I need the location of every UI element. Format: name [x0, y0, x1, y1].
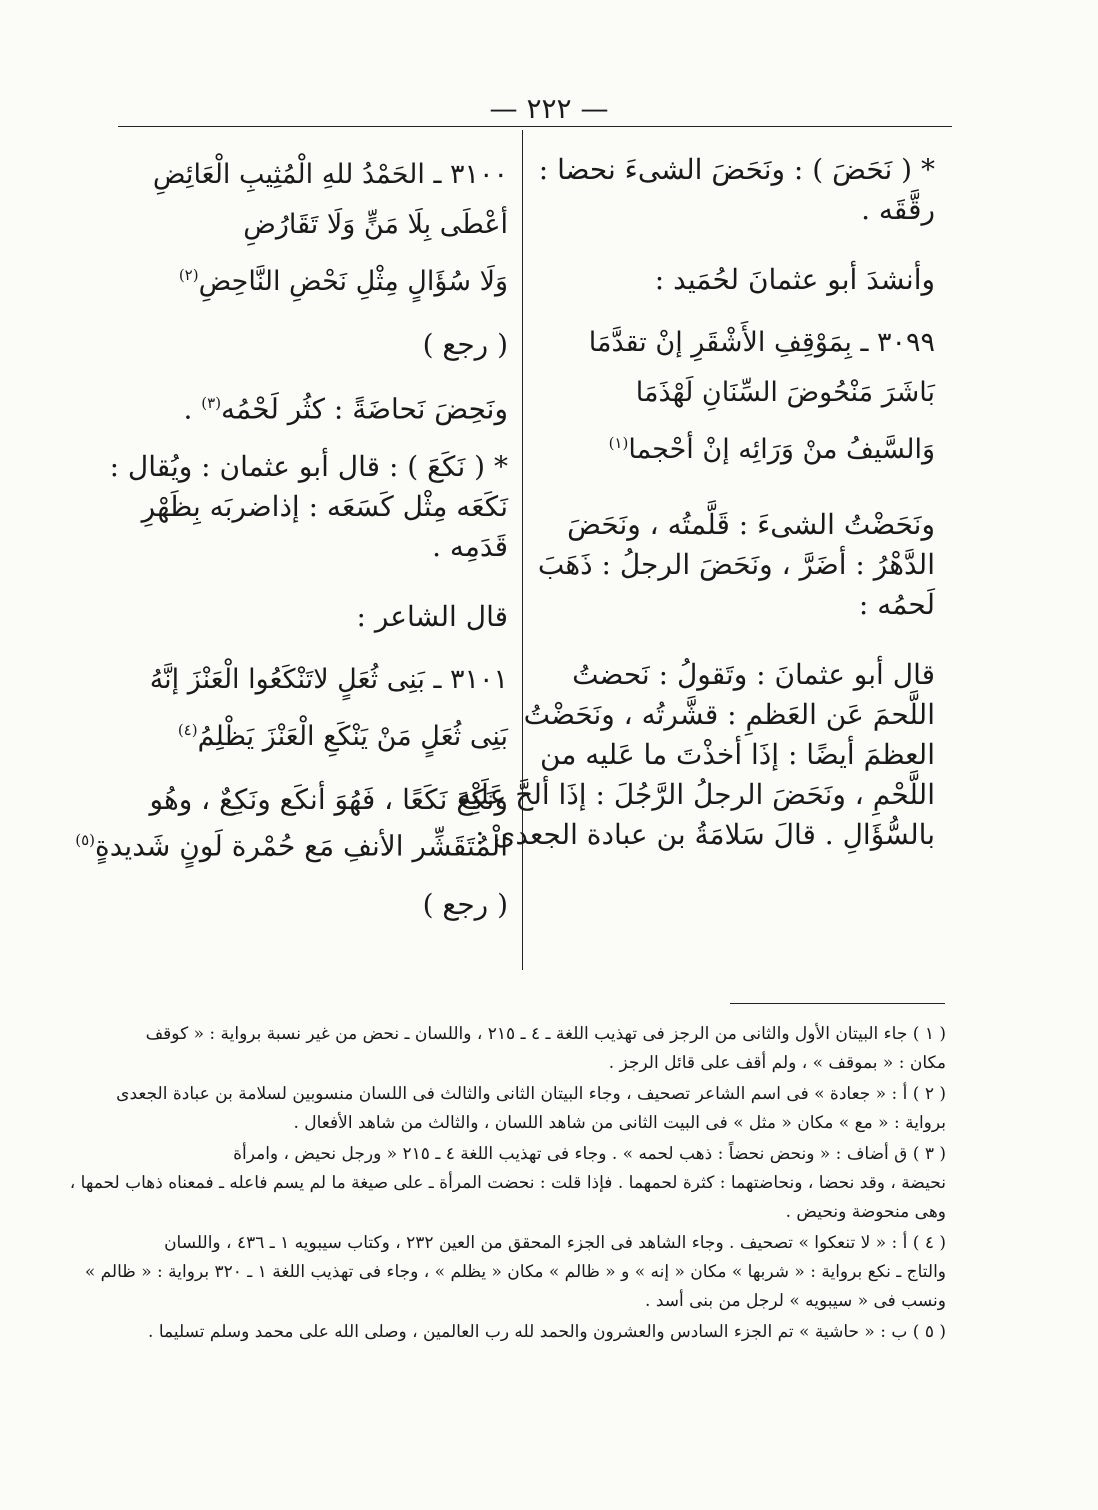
return-marker: ( رجع ) — [422, 328, 508, 361]
footnote-line: برواية : « مع » مكان « مثل » فى البيت الثانى من شاهد اللسان ، والثالث من شاهد الأفعال . — [293, 1113, 946, 1133]
footnote-line: مكان : « بموقف » ، ولم أقف على قائل الرجز . — [608, 1053, 946, 1073]
verse-line: ٣٠٩٩ ـ بِمَوْقِفِ الأَشْقَرِ إنْ تقدَّمَا — [588, 327, 935, 358]
footnote-line: ونسب فى « سيبويه » لرجل من بنى أسد . — [645, 1291, 946, 1311]
verse-line: ٣١٠١ ـ بَنِى ثُعَلٍ لاتَنْكَعُوا الْعَنْزَ إنَّهُ — [149, 664, 508, 696]
footnote — [118, 1020, 946, 1078]
footnote-marker: (١) — [608, 434, 629, 452]
text-line: * ( نَحَضَ ) : ونَحَضَ الشىءَ نحضا : — [538, 153, 935, 186]
verse-text: وَالسَّيفُ منْ وَرَائِه إنْ أحْجما — [628, 434, 935, 465]
header-rule — [118, 126, 952, 127]
text-line: بالسُّؤَالِ . قالَ سَلامَةُ بن عبادة الجعدى : — [475, 818, 935, 851]
footnote-marker: (٣) — [201, 394, 222, 412]
footnote-line: ( ٥ ) ب : « حاشية » تم الجزء السادس والعشرون والحمد لله رب العالمين ، وصلى الله على محمد وسلم تسليما . — [148, 1322, 946, 1342]
text-span: ونَحِضَ نَحاضَةً : كثُر لَحْمُه — [221, 392, 508, 426]
footnote-line: ( ١ ) جاء البيتان الأول والثانى من الرجز فى تهذيب اللغة ـ ٤ ـ ٢١٥ ، واللسان ـ نحض من غير نسبة برواية : « كوقف — [145, 1024, 946, 1044]
text-line: قَدَمِه . — [432, 530, 508, 564]
verse-line — [545, 418, 935, 475]
footnote-marker: (٤) — [177, 721, 198, 740]
footnote-line: نحيضة ، وقد نحضا ، ونحاضتهما : كثرة لحمهما . فإذا قلت : نحضت المرأة ـ على صيغة ما لم يسم فاعله ـ فمعناه ذهاب لحمها ، — [69, 1173, 946, 1193]
text-line: نَكَعَه مِثْل كَسَعَه : إذاضربَه بِظَهْرِ — [141, 490, 508, 524]
footnote-line: ( ٤ ) أ : « لا تنعكوا » تصحيف . وجاء الشاهد فى الجزء المحقق من العين ٢٣٢ ، وكتاب سيبويه ١ ـ ٤٣٦ ، واللسان — [164, 1233, 946, 1253]
verse-line — [140, 705, 508, 762]
text-line: اللَّحْمِ ، ونَحَضَ الرجلُ الرَّجُلَ : إذَا ألحَّ عَلَيْه — [456, 778, 935, 811]
text-line: ونَحَضْتُ الشىءَ : قَلَّمتُه ، ونَحَضَ — [567, 508, 935, 541]
verse-line — [140, 250, 508, 307]
footnote-line: ( ٣ ) ق أضاف : « ونحض نحضاً : ذهب لحمه » . وجاء فى تهذيب اللغة ٤ ـ ٢١٥ « ورجل نحيض ، وامرأة — [233, 1144, 946, 1164]
text-line — [75, 820, 508, 866]
return-marker: ( رجع ) — [422, 887, 508, 921]
footnote — [118, 1318, 946, 1347]
verse-line: أعْطَى بِلَا مَنٍّ وَلَا تَقَارُضِ — [243, 209, 508, 240]
footnote-line: والتاج ـ نكع برواية : « شربها » مكان « إنه » و « ظالم » مكان « يظلم » ، وجاء فى تهذيب اللغة ١ ـ ٣٢٠ برواية : « ظالم » — [84, 1262, 946, 1282]
text-line: لَحمُه : — [858, 588, 935, 621]
text-line: ونَحِضَ نَحاضَةً : كثُر لَحْمُه$^{(٣)}$ . — [183, 392, 508, 426]
verse-text: وَلَا سُؤَالٍ مِثْلِ نَحْضِ النَّاحِضِ — [198, 266, 508, 297]
text-line: العظمَ أيضًا : إذَا أخذْتَ ما عَليه من — [540, 738, 935, 771]
text-span: الْمُتَقَشِّر الأنفِ مَع حُمْرة لَونٍ شَديدةٍ — [95, 829, 508, 863]
text-line: رقَّقَه . — [861, 193, 935, 226]
footnote-rule — [730, 1003, 945, 1004]
text-line: * ( نَكَعَ ) : قال أبو عثمان : ويُقال : — [109, 450, 508, 484]
footnote-line: ( ٢ ) أ : « جعادة » فى اسم الشاعر تصحيف ، وجاء البيتان الثانى والثالث فى اللسان منسوبين لسلامة بن عبادة الجعدى — [116, 1084, 946, 1104]
footnote-line: وهى منحوضة ونحيض . — [785, 1202, 946, 1222]
footnote — [84, 1229, 946, 1316]
text-line: ونَكِعَ نَكَعًا ، فَهُوَ أنكَع ونَكِعٌ ، وهُو — [149, 783, 508, 817]
verse-line: ٣١٠٠ ـ الحَمْدُ للهِ الْمُثِيبِ الْعَائِضِ — [152, 159, 508, 190]
left-column — [75, 150, 508, 925]
footnote-marker: (٢) — [178, 266, 199, 284]
text-line: قال أبو عثمانَ : وتَقولُ : نَحضتُ — [572, 658, 935, 691]
footnote — [69, 1140, 946, 1227]
text-line: اللَّحمَ عَن العَظمِ : قشَّرتُه ، ونَحَضْتُ — [523, 698, 935, 731]
text-line: قال الشاعر : — [356, 600, 508, 634]
page-number: — ٢٢٢ — — [489, 92, 609, 125]
footnote — [118, 1080, 946, 1138]
footnote-marker: (٥) — [75, 831, 96, 850]
verse-text: بَنِى ثُعَلٍ مَنْ يَنْكَعِ الْعَنْزَ يَظْلِمُ — [197, 721, 508, 753]
text-line: وأنشدَ أبو عثمانَ لحُمَيد : — [654, 263, 935, 296]
footnotes — [69, 1020, 946, 1349]
text-line: الدَّهْرُ : أضَرَّ ، ونَحَضَ الرجلُ : ذَهَبَ — [537, 548, 935, 581]
verse-line: بَاشَرَ مَنْحُوضَ السِّنَانِ لَهْذَمَا — [635, 377, 935, 408]
